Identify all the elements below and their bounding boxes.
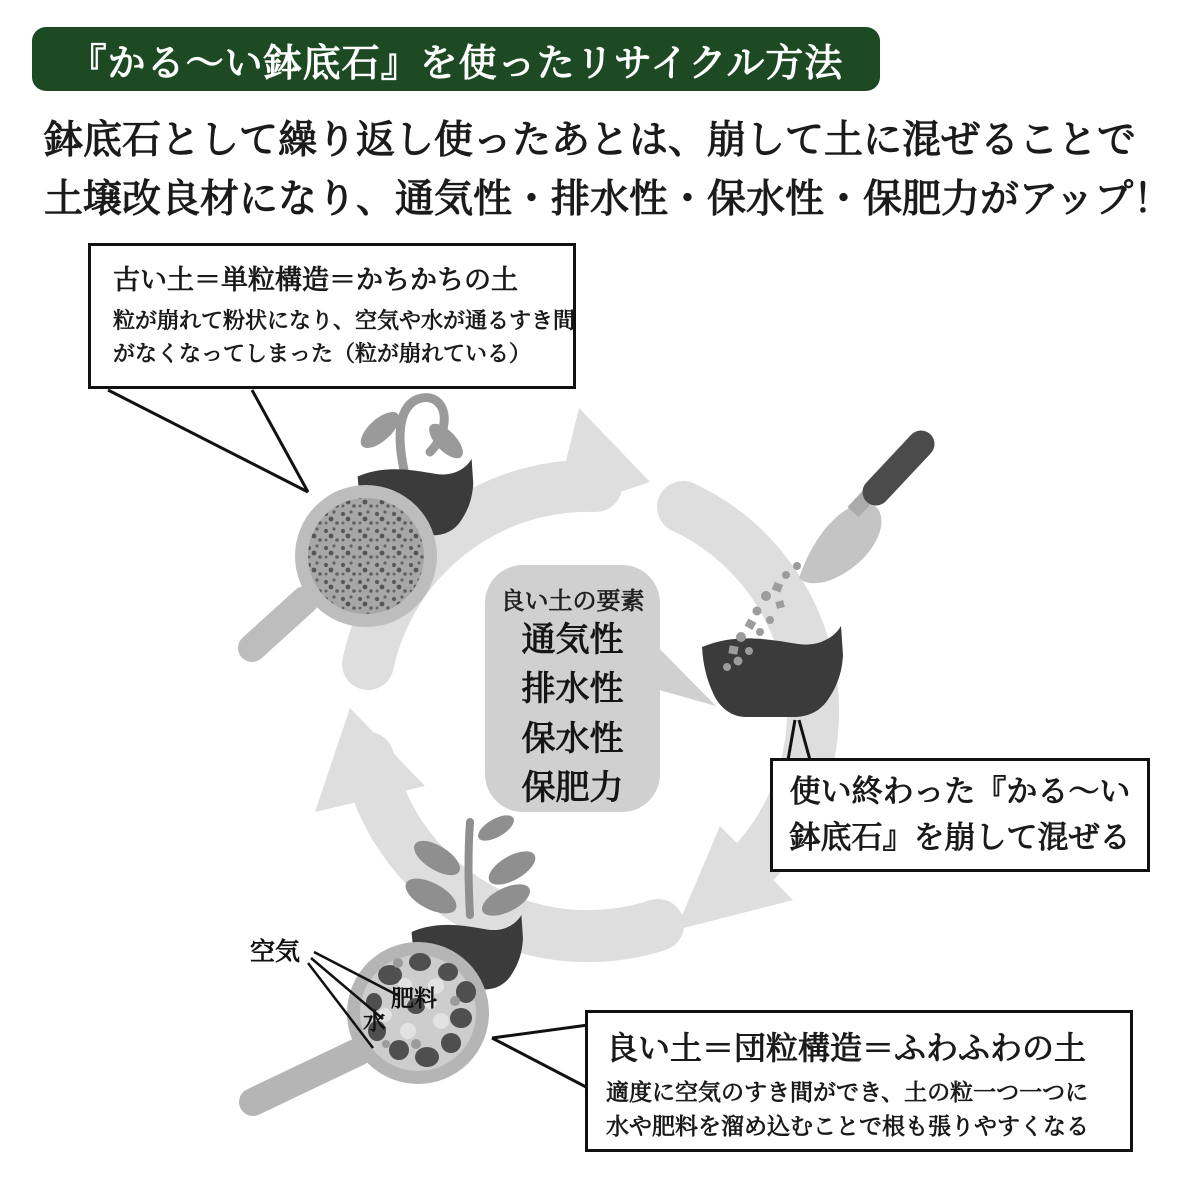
callout-mix-instruction bbox=[770, 758, 1150, 872]
callout-old-soil-body-line2: がなくなってしまった（粒が崩れている） bbox=[113, 342, 532, 367]
callout-good-soil-body-line2: 水や肥料を溜め込むことで根も張りやすくなる bbox=[606, 1114, 1089, 1141]
callout-good-soil bbox=[585, 1010, 1133, 1152]
callout-mix-line2: 鉢底石』を崩して混ぜる bbox=[789, 820, 1131, 856]
callout-good-soil-body-line1: 適度に空気のすき間ができ、土の粒一つ一つに bbox=[606, 1080, 1089, 1106]
callout-old-soil-body-line1: 粒が崩れて粉状になり、空気や水が通るすき間 bbox=[113, 309, 576, 334]
bubble-item-aeration: 通気性 bbox=[521, 620, 624, 660]
bubble-heading: 良い土の要素 bbox=[500, 587, 645, 615]
callout-good-soil-body bbox=[606, 1076, 1130, 1144]
intro-line-1: 鉢底石として繰り返し使ったあとは、崩して土に混ぜることで bbox=[44, 118, 1137, 163]
wilted-plant-icon bbox=[355, 398, 469, 470]
callout-mix-line1: 使い終わった『かる〜い bbox=[789, 773, 1131, 810]
intro-line-2: 土壌改良材になり、通気性・排水性・保水性・保肥力がアップ！ bbox=[44, 176, 1173, 222]
bubble-item-water-retention: 保水性 bbox=[521, 718, 624, 759]
trowel-icon bbox=[799, 444, 921, 583]
magnifier-single-grain-icon bbox=[252, 485, 437, 648]
callout-old-soil-title: 古い土＝単粒構造＝かちかちの土 bbox=[113, 265, 518, 296]
callout-old-soil bbox=[88, 243, 576, 389]
title-banner bbox=[32, 27, 880, 91]
good-soil-elements-bubble bbox=[485, 565, 660, 812]
bubble-item-fertility: 保肥力 bbox=[521, 767, 624, 808]
label-water: 水 bbox=[363, 1009, 386, 1035]
intro-text bbox=[44, 112, 1174, 229]
bubble-item-drainage: 排水性 bbox=[521, 669, 624, 710]
callout-good-soil-title: 良い土＝団粒構造＝ふわふわの土 bbox=[606, 1029, 1087, 1067]
page-title: 『かる〜い鉢底石』を使ったリサイクル方法 bbox=[68, 40, 844, 85]
label-air: 空気 bbox=[250, 937, 301, 966]
callout-old-soil-body bbox=[113, 305, 576, 371]
label-fertilizer: 肥料 bbox=[391, 986, 437, 1012]
